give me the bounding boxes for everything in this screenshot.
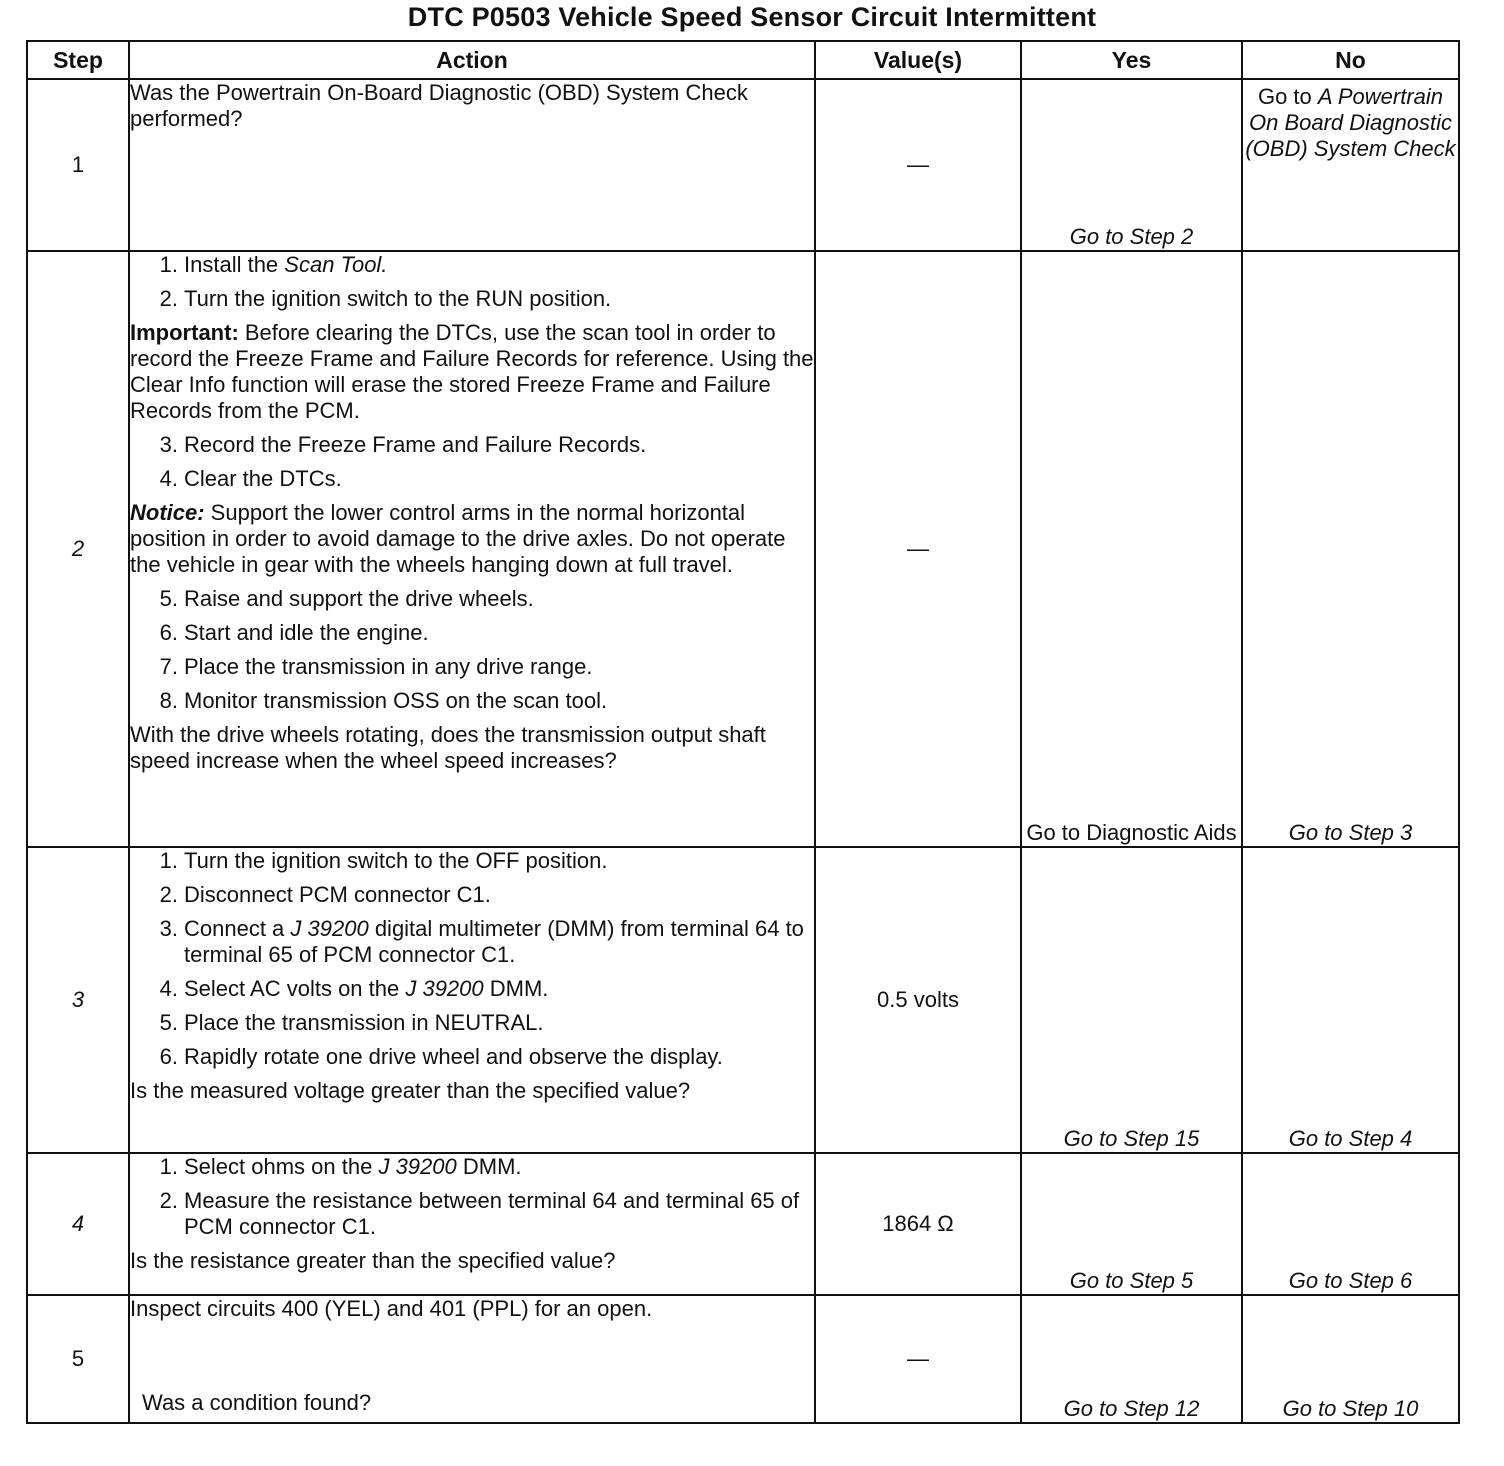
value-cell: — <box>815 251 1021 847</box>
action-cell <box>129 251 815 847</box>
action-cell <box>129 79 815 251</box>
header-no: No <box>1242 41 1459 79</box>
table-row <box>27 251 1459 847</box>
list-item: 2. Turn the ignition switch to the RUN position. <box>159 286 612 311</box>
no-cell: Go to Step 6 <box>1242 1153 1459 1295</box>
value-cell: 0.5 volts <box>815 847 1021 1153</box>
no-cell: Go to Step 10 <box>1242 1295 1459 1423</box>
list-item: 8. Monitor transmission OSS on the scan tool. <box>159 688 608 713</box>
no-cell <box>1242 79 1459 251</box>
no-prefix: Go to <box>1257 84 1318 109</box>
action-steps <box>130 1154 814 1240</box>
yes-cell: Go to Step 2 <box>1021 79 1242 251</box>
step-number: 1 <box>27 79 129 251</box>
list-item: 3. Connect a J 39200 digital multimeter (DMM) from terminal 64 to terminal 65 of PCM connector C1. <box>159 916 804 967</box>
action-steps <box>130 848 814 1070</box>
list-item: 4. Clear the DTCs. <box>159 466 342 491</box>
step-number: 5 <box>27 1295 129 1423</box>
header-yes: Yes <box>1021 41 1242 79</box>
action-question: With the drive wheels rotating, does the transmission output shaft speed increase when the wheel speed increases? <box>130 722 766 773</box>
header-row <box>27 41 1459 79</box>
list-item: 3. Record the Freeze Frame and Failure Records. <box>159 432 647 457</box>
action-text: Inspect circuits 400 (YEL) and 401 (PPL) for an open. <box>130 1296 653 1321</box>
list-item: 4. Select AC volts on the J 39200 DMM. <box>159 976 549 1001</box>
list-item: 1. Install the Scan Tool. <box>159 252 388 277</box>
table-row <box>27 1295 1459 1423</box>
list-item: 1. Select ohms on the J 39200 DMM. <box>159 1154 522 1179</box>
diagnostic-table <box>26 40 1460 1424</box>
no-cell: Go to Step 3 <box>1242 251 1459 847</box>
value-cell: — <box>815 1295 1021 1423</box>
action-steps <box>130 432 814 492</box>
list-item: 6. Rapidly rotate one drive wheel and observe the display. <box>159 1044 723 1069</box>
action-question: Was the Powertrain On-Board Diagnostic (OBD) System Check performed? <box>130 80 748 131</box>
yes-cell: Go to Step 5 <box>1021 1153 1242 1295</box>
value-cell: 1864 Ω <box>815 1153 1021 1295</box>
list-item: 7. Place the transmission in any drive range. <box>159 654 593 679</box>
table-row <box>27 847 1459 1153</box>
no-cell: Go to Step 4 <box>1242 847 1459 1153</box>
table-row <box>27 1153 1459 1295</box>
header-step: Step <box>27 41 129 79</box>
action-cell <box>129 1295 815 1423</box>
action-question: Was a condition found? <box>142 1390 372 1415</box>
no-reference: A Powertrain On Board Diagnostic (OBD) System Check <box>1245 84 1456 161</box>
table-row <box>27 79 1459 251</box>
list-item: 2. Measure the resistance between terminal 64 and terminal 65 of PCM connector C1. <box>159 1188 800 1239</box>
yes-cell: Go to Diagnostic Aids <box>1021 251 1242 847</box>
action-steps <box>130 252 814 312</box>
list-item: 6. Start and idle the engine. <box>159 620 429 645</box>
step-number: 2 <box>27 251 129 847</box>
step-number: 4 <box>27 1153 129 1295</box>
step-number: 3 <box>27 847 129 1153</box>
list-item: 2. Disconnect PCM connector C1. <box>159 882 491 907</box>
yes-cell: Go to Step 15 <box>1021 847 1242 1153</box>
notice-note: Notice: Support the lower control arms in the normal horizontal position in order to avoid damage to the drive axles. Do not operate the vehicle in gear with the wheels hanging down at full travel. <box>130 500 786 577</box>
header-action: Action <box>129 41 815 79</box>
action-cell <box>129 847 815 1153</box>
yes-cell: Go to Step 12 <box>1021 1295 1242 1423</box>
list-item: 5. Raise and support the drive wheels. <box>159 586 534 611</box>
action-question: Is the resistance greater than the specified value? <box>130 1248 616 1273</box>
important-note: Important: Before clearing the DTCs, use the scan tool in order to record the Freeze Frame and Failure Records for reference. Using the Clear Info function will erase the stored Freeze Frame and Failure Records from the PCM. <box>130 320 814 423</box>
action-cell <box>129 1153 815 1295</box>
list-item: 1. Turn the ignition switch to the OFF position. <box>159 848 608 873</box>
list-item: 5. Place the transmission in NEUTRAL. <box>159 1010 544 1035</box>
value-cell: — <box>815 79 1021 251</box>
page-title: DTC P0503 Vehicle Speed Sensor Circuit Intermittent <box>407 2 1097 32</box>
header-values: Value(s) <box>815 41 1021 79</box>
action-question: Is the measured voltage greater than the specified value? <box>130 1078 691 1103</box>
action-steps <box>130 586 814 714</box>
